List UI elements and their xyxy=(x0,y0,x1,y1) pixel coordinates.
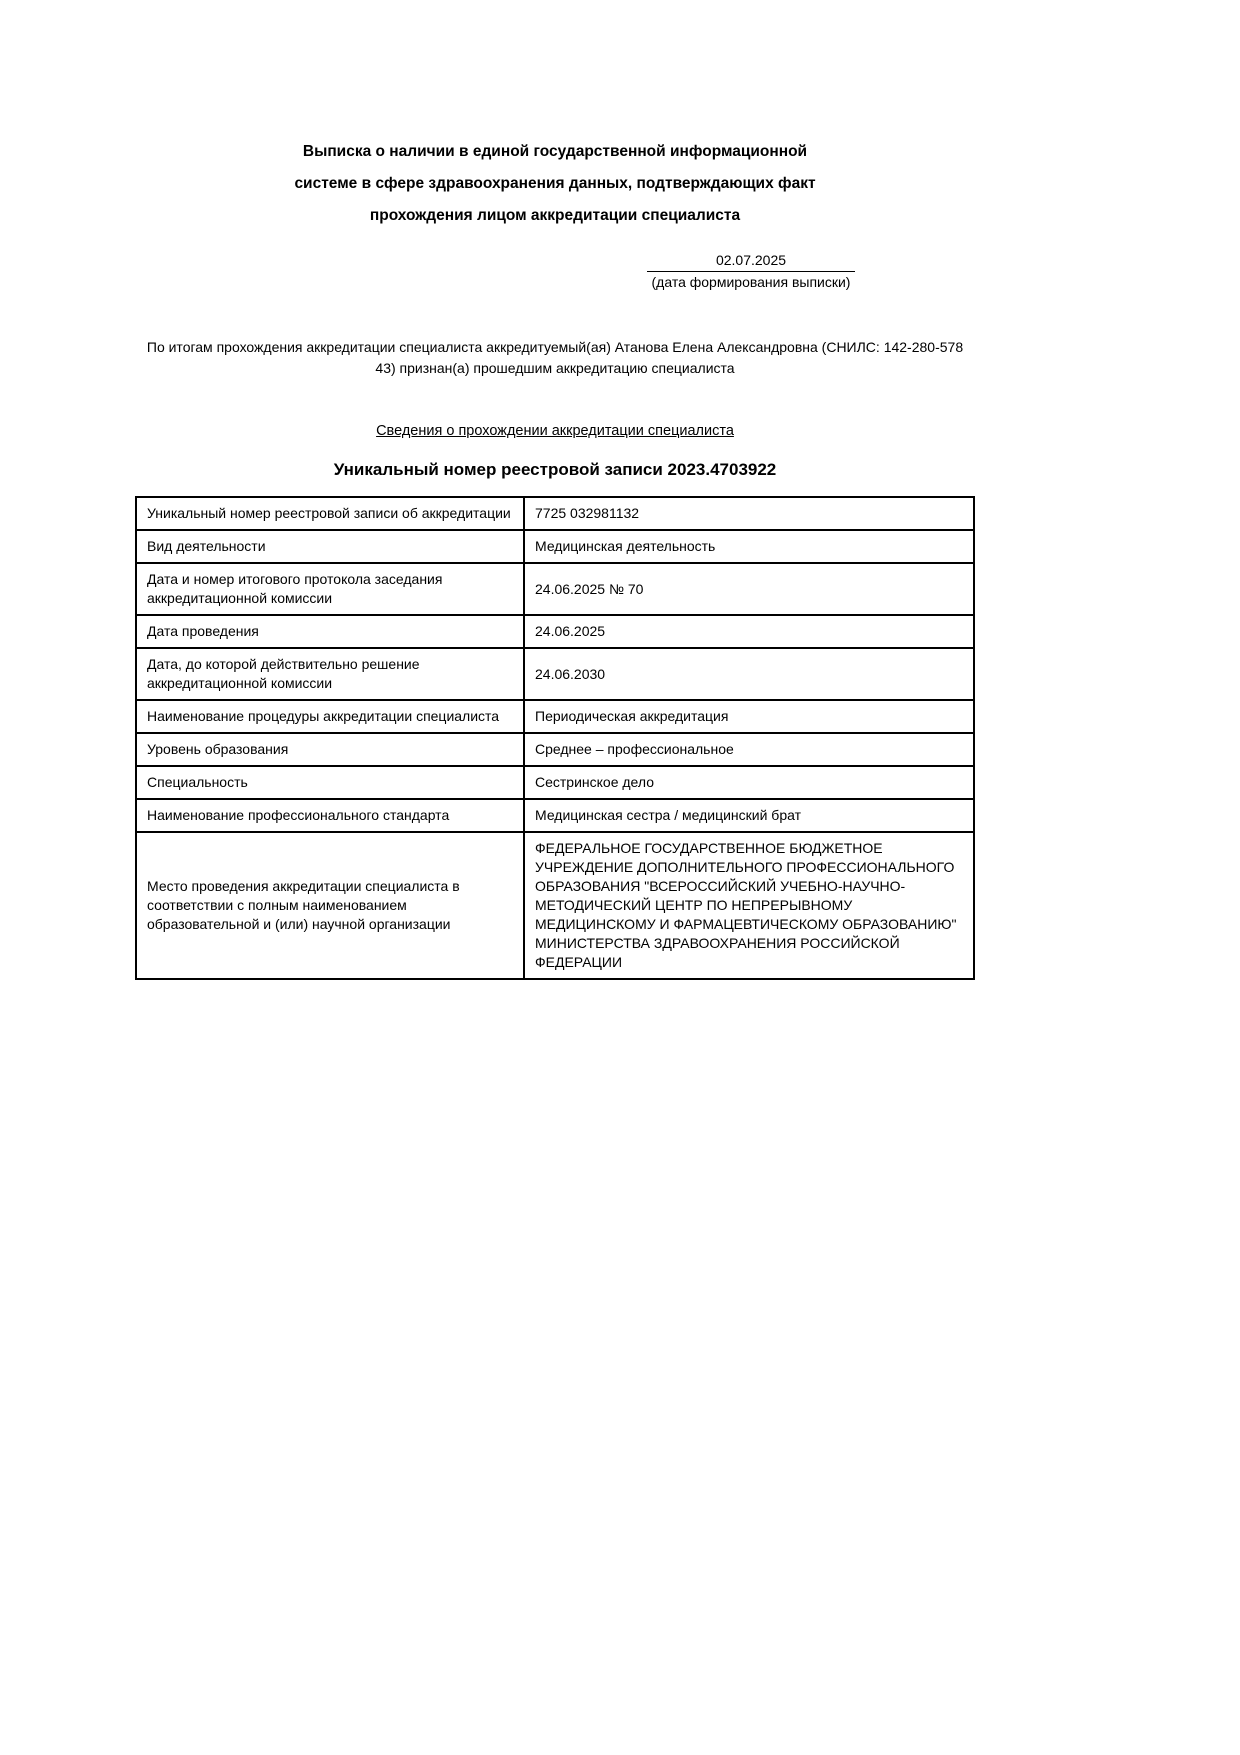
document-title xyxy=(135,136,975,232)
field-label: Специальность xyxy=(136,766,524,799)
document-title-line: системе в сфере здравоохранения данных, подтверждающих факт xyxy=(294,175,816,192)
field-value: 7725 032981132 xyxy=(524,497,974,530)
formation-date-block xyxy=(647,250,855,291)
table-row xyxy=(136,563,974,615)
formation-date-caption: (дата формирования выписки) xyxy=(651,274,851,290)
registry-record-heading: Уникальный номер реестровой записи 2023.4703922 xyxy=(333,460,777,479)
table-row xyxy=(136,799,974,832)
field-label: Дата и номер итогового протокола заседания аккредитационной комиссии xyxy=(136,563,524,615)
table-row xyxy=(136,497,974,530)
document-title-line: Выписка о наличии в единой государственной информационной xyxy=(302,143,808,160)
field-label: Уникальный номер реестровой записи об аккредитации xyxy=(136,497,524,530)
formation-date-value: 02.07.2025 xyxy=(647,250,855,272)
table-row xyxy=(136,700,974,733)
table-row xyxy=(136,766,974,799)
field-value: 24.06.2025 xyxy=(524,615,974,648)
field-value: Среднее – профессиональное xyxy=(524,733,974,766)
field-value: Периодическая аккредитация xyxy=(524,700,974,733)
document-content xyxy=(135,0,975,980)
table-row xyxy=(136,530,974,563)
field-label: Дата проведения xyxy=(136,615,524,648)
accreditation-result-paragraph: По итогам прохождения аккредитации специалиста аккредитуемый(ая) Атанова Елена Александровна (СНИЛС: 142-280-578 43) признан(а) прошедшим аккредитацию специалиста xyxy=(146,339,964,376)
table-row xyxy=(136,648,974,700)
field-label: Дата, до которой действительно решение аккредитационной комиссии xyxy=(136,648,524,700)
field-label: Уровень образования xyxy=(136,733,524,766)
table-row xyxy=(136,733,974,766)
field-value: ФЕДЕРАЛЬНОЕ ГОСУДАРСТВЕННОЕ БЮДЖЕТНОЕ УЧРЕЖДЕНИЕ ДОПОЛНИТЕЛЬНОГО ПРОФЕССИОНАЛЬНОГО ОБРАЗОВАНИЯ "ВСЕРОССИЙСКИЙ УЧЕБНО-НАУЧНО-МЕТОДИЧЕСКИЙ ЦЕНТР ПО НЕПРЕРЫВНОМУ МЕДИЦИНСКОМУ И ФАРМАЦЕВТИЧЕСКОМУ ОБРАЗОВАНИЮ" МИНИСТЕРСТВА ЗДРАВООХРАНЕНИЯ РОССИЙСКОЙ ФЕДЕРАЦИИ xyxy=(524,832,974,979)
field-value: Медицинская сестра / медицинский брат xyxy=(524,799,974,832)
section-heading: Сведения о прохождении аккредитации специалиста xyxy=(376,423,734,439)
document-title-line: прохождения лицом аккредитации специалиста xyxy=(369,207,741,224)
field-label: Наименование профессионального стандарта xyxy=(136,799,524,832)
table-row xyxy=(136,615,974,648)
table-row xyxy=(136,832,974,979)
field-label: Наименование процедуры аккредитации специалиста xyxy=(136,700,524,733)
field-value: 24.06.2025 № 70 xyxy=(524,563,974,615)
field-value: Сестринское дело xyxy=(524,766,974,799)
accreditation-details-table xyxy=(135,496,975,980)
field-label: Вид деятельности xyxy=(136,530,524,563)
field-label: Место проведения аккредитации специалиста в соответствии с полным наименованием образовательной и (или) научной организации xyxy=(136,832,524,979)
field-value: Медицинская деятельность xyxy=(524,530,974,563)
field-value: 24.06.2030 xyxy=(524,648,974,700)
